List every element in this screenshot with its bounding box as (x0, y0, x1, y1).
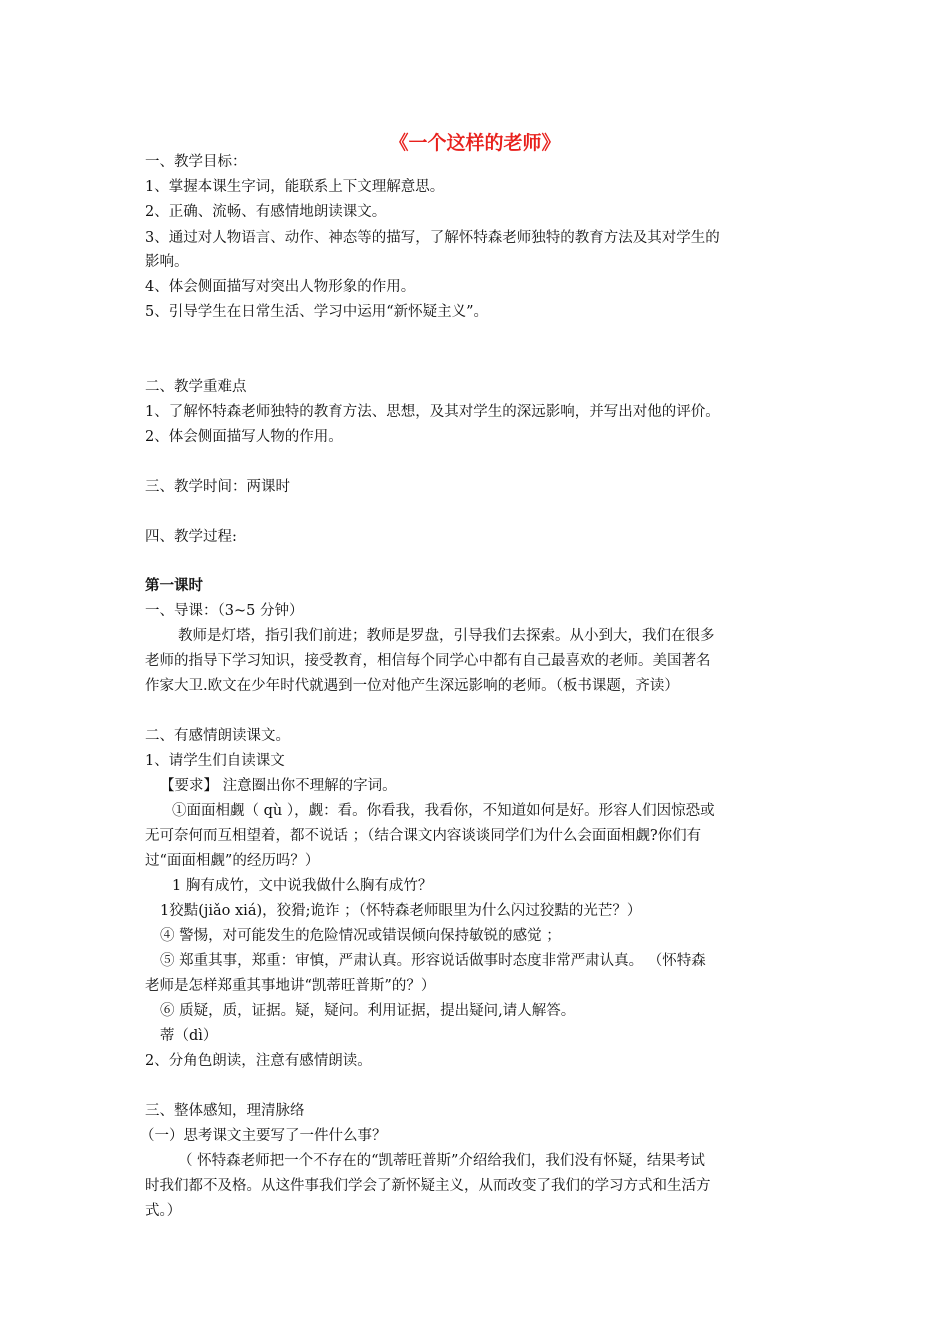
intro-paragraph-line: 作家大卫.欧文在少年时代就遇到一位对他产生深远影响的老师。（板书课题，齐读） (145, 678, 679, 694)
vocab-line: 老师是怎样郑重其事地讲“凯蒂旺普斯”的？） (145, 978, 436, 994)
key-point-item: 2、体会侧面描写人物的作用。 (145, 429, 343, 445)
answer-line: 式。） (145, 1203, 182, 1219)
goal-item: 4、体会侧面描写对突出人物形象的作用。 (145, 279, 416, 295)
section-heading-goals: 一、教学目标： (145, 154, 247, 170)
intro-heading: 一、导课：（3~5 分钟） (145, 603, 304, 619)
lesson-heading: 第一课时 (145, 578, 203, 594)
vocab-line: 1狡黠(jiǎo xiá)，狡猾;诡诈 ；（怀特森老师眼里为什么闪过狡黠的光芒？） (160, 903, 642, 919)
section-heading-key-points: 二、教学重难点 (145, 379, 247, 395)
goal-item-continuation: 影响。 (145, 254, 189, 270)
intro-paragraph-line: 老师的指导下学习知识，接受教育，相信每个同学心中都有自己最喜欢的老师。美国著名 (145, 653, 711, 669)
vocab-line: 蒂（dì） (160, 1028, 218, 1044)
requirement-note: 【要求】 注意圈出你不理解的字词。 (160, 778, 397, 794)
goal-item: 2、正确、流畅、有感情地朗读课文。 (145, 204, 387, 220)
document-title: 《一个这样的老师》 (389, 132, 561, 154)
vocab-line: 1 胸有成竹，文中说我做什么胸有成竹？ (172, 878, 433, 894)
vocab-line: ④ 警惕，对可能发生的危险情况或错误倾向保持敏锐的感觉 ； (160, 928, 561, 944)
section-heading-process: 四、教学过程: (145, 529, 237, 545)
answer-line: 时我们都不及格。从这件事我们学会了新怀疑主义，从而改变了我们的学习方式和生活方 (145, 1178, 711, 1194)
intro-paragraph-line: 教师是灯塔，指引我们前进；教师是罗盘，引导我们去探索。从小到大，我们在很多 (178, 628, 715, 644)
vocab-line: ⑤ 郑重其事，郑重：审慎，严肃认真。形容说话做事时态度非常严肃认真。 （怀特森 (160, 953, 706, 969)
role-read-item: 2、分角色朗读，注意有感情朗读。 (145, 1053, 372, 1069)
section-heading-time: 三、教学时间：两课时 (145, 479, 290, 495)
vocab-line: ⑥ 质疑，质，证据。疑，疑问。利用证据，提出疑问,请人解答。 (160, 1003, 576, 1019)
vocab-line: ①面面相觑（ qù ），觑：看。你看我，我看你，不知道如何是好。形容人们因惊恐或 (172, 803, 715, 819)
goal-item: 5、引导学生在日常生活、学习中运用“新怀疑主义”。 (145, 304, 489, 320)
question-line: （一）思考课文主要写了一件什么事？ (140, 1128, 387, 1144)
answer-line: （ 怀特森老师把一个不存在的“凯蒂旺普斯”介绍给我们，我们没有怀疑，结果考试 (178, 1153, 705, 1169)
reading-heading: 二、有感情朗读课文。 (145, 728, 290, 744)
self-read-item: 1、请学生们自读课文 (145, 753, 285, 769)
key-point-item: 1、了解怀特森老师独特的教育方法、思想，及其对学生的深远影响，并写出对他的评价。 (145, 404, 720, 420)
goal-item: 3、通过对人物语言、动作、神态等的描写，了解怀特森老师独特的教育方法及其对学生的 (145, 230, 720, 246)
vocab-line: 过“面面相觑”的经历吗？） (145, 853, 320, 869)
vocab-line: 无可奈何而互相望着，都不说话 ；（结合课文内容谈谈同学们为什么会面面相觑?你们有 (145, 828, 702, 844)
overall-heading: 三、整体感知，理清脉络 (145, 1103, 305, 1119)
goal-item: 1、掌握本课生字词，能联系上下文理解意思。 (145, 179, 445, 195)
